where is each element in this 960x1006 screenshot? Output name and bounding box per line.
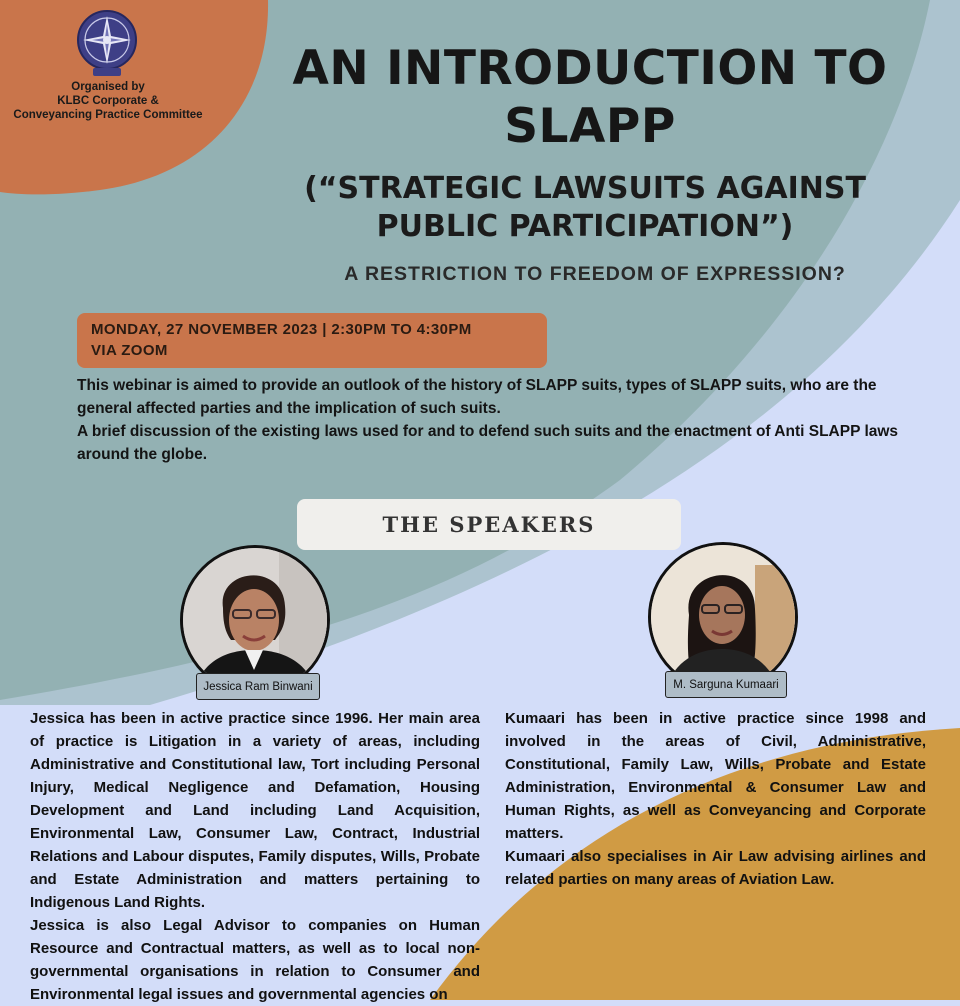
speaker-bio-kumaari [505,707,926,891]
klbc-emblem-icon [76,6,138,78]
speaker-photo-kumaari [648,542,798,692]
speaker-name-tag: M. Sarguna Kumaari [665,671,787,698]
bio-paragraph: Kumaari also specialises in Air Law advising airlines and related parties on many areas of Aviation Law. [505,848,926,888]
page-subtitle [230,170,940,246]
organiser-line: Organised by [71,81,145,93]
speakers-heading: THE SPEAKERS [297,499,681,550]
bio-paragraph: Jessica is also Legal Advisor to companies on Human Resource and Contractual matters, as well as to local non-governmental organisations in relation to Consumer and Environmental legal issues and governmental agencies on [30,917,480,1003]
subtitle-line: PUBLIC PARTICIPATION”) [376,209,794,244]
title-line: SLAPP [504,99,676,154]
webinar-description [77,374,907,466]
speaker-name-tag: Jessica Ram Binwani [196,673,320,700]
speaker-bio-jessica [30,707,480,1006]
title-line: AN INTRODUCTION TO [292,41,888,96]
description-paragraph: A brief discussion of the existing laws used for and to defend such suits and the enactment of Anti SLAPP laws around the globe. [77,423,899,463]
tagline: A RESTRICTION TO FREEDOM OF EXPRESSION? [344,263,846,285]
bio-paragraph: Kumaari has been in active practice since 1998 and involved in the areas of Civil, Administrative, Constitutional, Family Law, Wills, Probate and Estate Administration, Environmental & Consumer Law and Human Rights, as well as Conveyancing and Corporate matters. [505,710,926,842]
page-title [220,40,960,156]
organiser-line: KLBC Corporate & [57,95,159,107]
description-paragraph: This webinar is aimed to provide an outlook of the history of SLAPP suits, types of SLAPP suits, who are the general affected parties and the implication of such suits. [77,377,877,417]
organiser-line: Conveyancing Practice Committee [13,109,203,121]
event-date-time: MONDAY, 27 NOVEMBER 2023 | 2:30PM TO 4:30PM [91,321,472,338]
event-platform: VIA ZOOM [91,342,168,359]
subtitle-line: (“STRATEGIC LAWSUITS AGAINST [304,171,866,206]
organiser-credit [0,80,216,122]
bio-paragraph: Jessica has been in active practice since 1996. Her main area of practice is Litigation in a variety of areas, including Administrative and Constitutional law, Tort including Personal Injury, Medical Negligence and Defamation, Housing Development and Land including Land Acquisition, Environmental Law, Consumer Law, Contract, Industrial Relations and Labour disputes, Family disputes, Wills, Probate and Estate Administration and matters pertaining to Indigenous Land Rights. [30,710,480,911]
event-details-banner [77,313,547,368]
